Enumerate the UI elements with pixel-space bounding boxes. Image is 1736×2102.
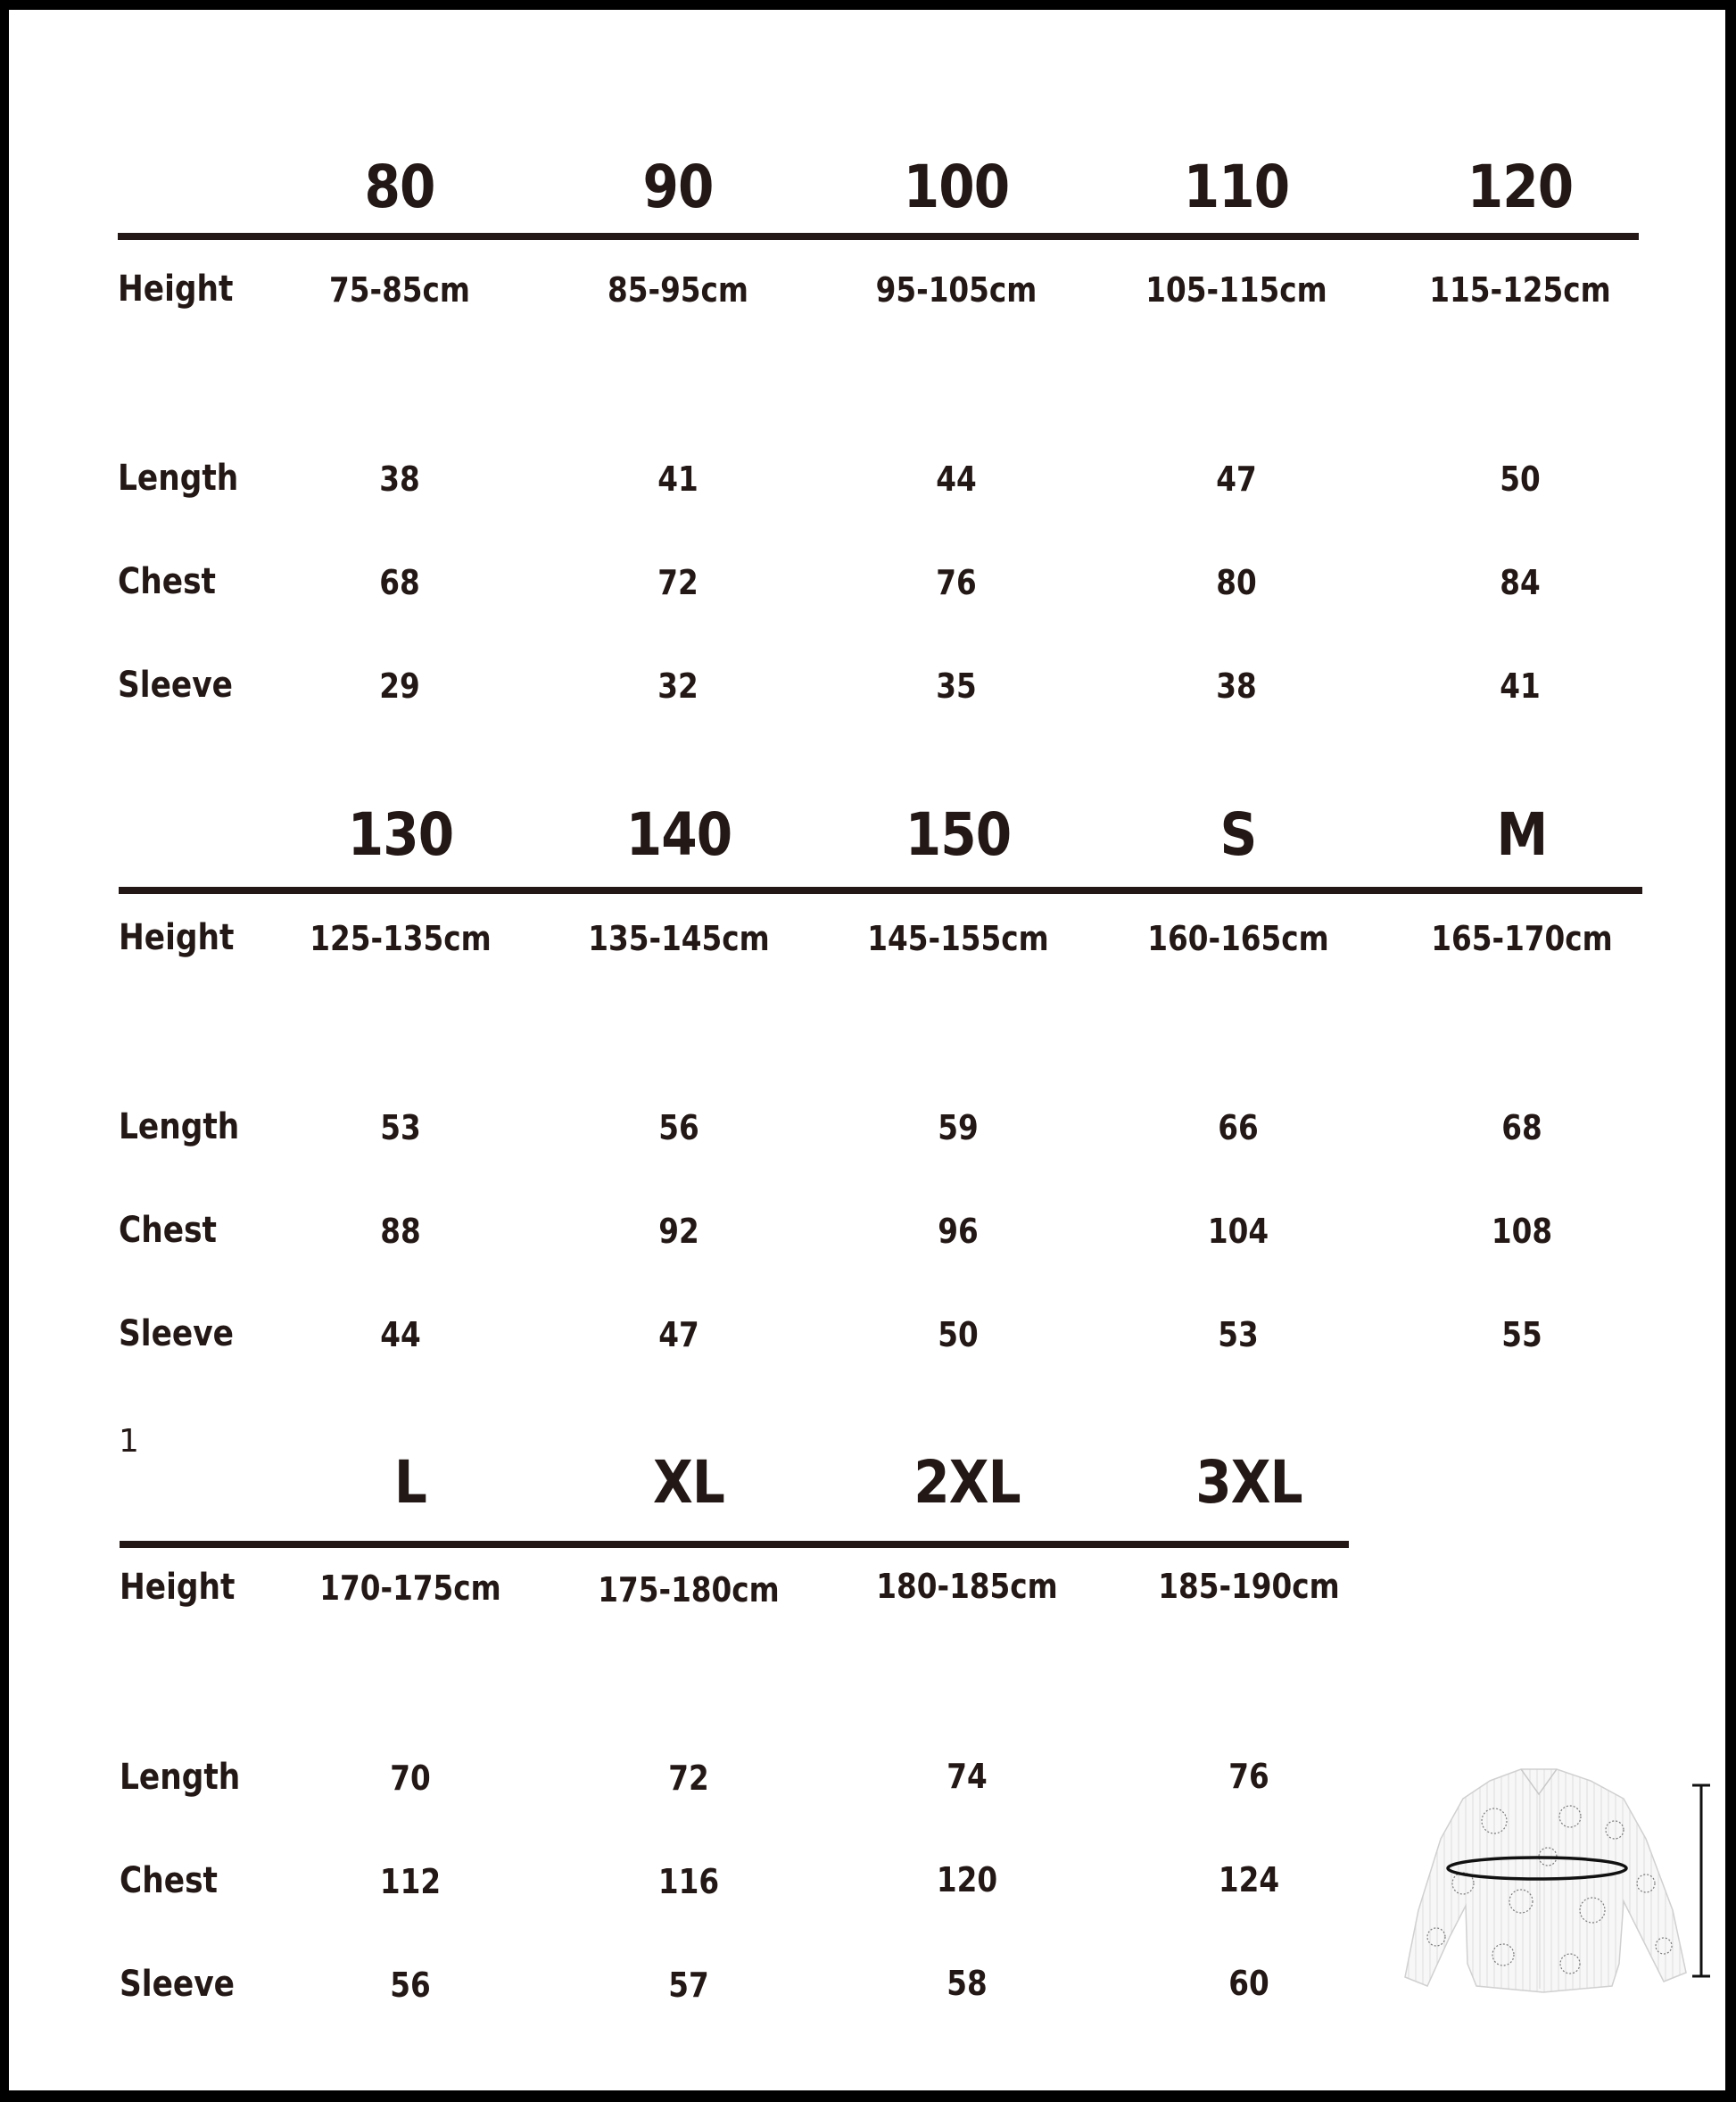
sleeve-value: 41 <box>1500 666 1541 706</box>
length-value: 68 <box>1501 1108 1542 1147</box>
chest-value: 108 <box>1491 1212 1553 1251</box>
row-label-length: Length <box>119 1106 240 1147</box>
chest-value: 104 <box>1207 1212 1269 1251</box>
chest-value: 92 <box>658 1212 699 1251</box>
sleeve-value: 58 <box>947 1964 988 2003</box>
length-value: 66 <box>1218 1108 1259 1147</box>
height-value: 145-155cm <box>867 919 1049 958</box>
size-header: M <box>1496 800 1548 869</box>
height-value: 95-105cm <box>875 270 1037 310</box>
size-header: 80 <box>364 153 435 221</box>
size-header: XL <box>652 1448 725 1517</box>
size-header: 130 <box>347 800 454 869</box>
chest-value: 120 <box>936 1860 998 1899</box>
length-measure-bracket <box>1688 1783 1715 1978</box>
size-header: 90 <box>642 153 714 221</box>
chest-value: 116 <box>657 1862 720 1901</box>
chest-value: 68 <box>379 563 420 602</box>
sleeve-value: 55 <box>1501 1315 1542 1354</box>
height-value: 85-95cm <box>608 270 748 310</box>
height-value: 185-190cm <box>1158 1567 1340 1606</box>
length-value: 72 <box>668 1759 709 1798</box>
header-divider <box>119 887 1642 894</box>
row-label-height: Height <box>119 917 235 958</box>
row-label-sleeve: Sleeve <box>120 1964 235 2005</box>
chest-value: 96 <box>938 1212 979 1251</box>
sleeve-value: 32 <box>657 666 699 706</box>
height-value: 125-135cm <box>310 919 492 958</box>
height-value: 170-175cm <box>319 1568 501 1608</box>
sleeve-value: 53 <box>1218 1315 1259 1354</box>
chest-value: 124 <box>1218 1860 1280 1899</box>
length-value: 56 <box>658 1108 699 1147</box>
length-value: 44 <box>936 459 977 499</box>
height-value: 180-185cm <box>876 1567 1058 1606</box>
length-value: 53 <box>380 1108 421 1147</box>
sleeve-value: 29 <box>379 666 420 706</box>
length-value: 41 <box>657 459 699 499</box>
row-label-height: Height <box>118 269 234 310</box>
chest-value: 84 <box>1500 563 1541 602</box>
row-label-sleeve: Sleeve <box>118 665 233 706</box>
length-value: 74 <box>947 1757 988 1796</box>
row-label-sleeve: Sleeve <box>119 1313 234 1354</box>
size-header: 3XL <box>1195 1448 1302 1517</box>
length-value: 76 <box>1228 1757 1269 1796</box>
sleeve-value: 56 <box>390 1965 431 2005</box>
height-value: 175-180cm <box>598 1570 780 1610</box>
length-value: 47 <box>1216 459 1257 499</box>
size-header: 120 <box>1467 153 1574 221</box>
shirt-illustration <box>1378 1759 1699 2013</box>
length-value: 38 <box>379 459 420 499</box>
chest-value: 88 <box>380 1212 421 1251</box>
sleeve-value: 60 <box>1228 1964 1269 2003</box>
chest-value: 76 <box>936 563 977 602</box>
row-label-length: Length <box>118 458 239 499</box>
size-header: S <box>1219 800 1257 869</box>
height-value: 105-115cm <box>1145 270 1327 310</box>
size-header: 100 <box>903 153 1010 221</box>
height-value: 115-125cm <box>1429 270 1611 310</box>
length-value: 70 <box>390 1759 431 1798</box>
height-value: 135-145cm <box>588 919 770 958</box>
header-divider <box>120 1541 1349 1548</box>
sleeve-value: 47 <box>658 1315 699 1354</box>
sleeve-value: 57 <box>668 1965 709 2005</box>
header-divider <box>118 233 1639 240</box>
sleeve-value: 38 <box>1216 666 1257 706</box>
row-label-chest: Chest <box>119 1210 217 1251</box>
sleeve-value: 50 <box>938 1315 979 1354</box>
row-label-length: Length <box>120 1757 241 1798</box>
height-value: 75-85cm <box>329 270 470 310</box>
chest-value: 80 <box>1216 563 1257 602</box>
size-header: 2XL <box>913 1448 1021 1517</box>
chest-value: 72 <box>657 563 699 602</box>
sleeve-value: 35 <box>936 666 977 706</box>
height-value: 160-165cm <box>1147 919 1329 958</box>
size-header: L <box>393 1448 427 1517</box>
row-label-chest: Chest <box>118 561 216 602</box>
size-header: 150 <box>905 800 1012 869</box>
length-value: 59 <box>938 1108 979 1147</box>
row-label-height: Height <box>120 1567 236 1608</box>
row-label-chest: Chest <box>120 1860 218 1901</box>
size-chart-sheet <box>9 10 1725 2090</box>
footnote-marker: 1 <box>119 1423 139 1460</box>
size-header: 140 <box>625 800 732 869</box>
length-value: 50 <box>1500 459 1541 499</box>
height-value: 165-170cm <box>1431 919 1613 958</box>
size-header: 110 <box>1183 153 1290 221</box>
chest-value: 112 <box>379 1862 442 1901</box>
sleeve-value: 44 <box>380 1315 421 1354</box>
